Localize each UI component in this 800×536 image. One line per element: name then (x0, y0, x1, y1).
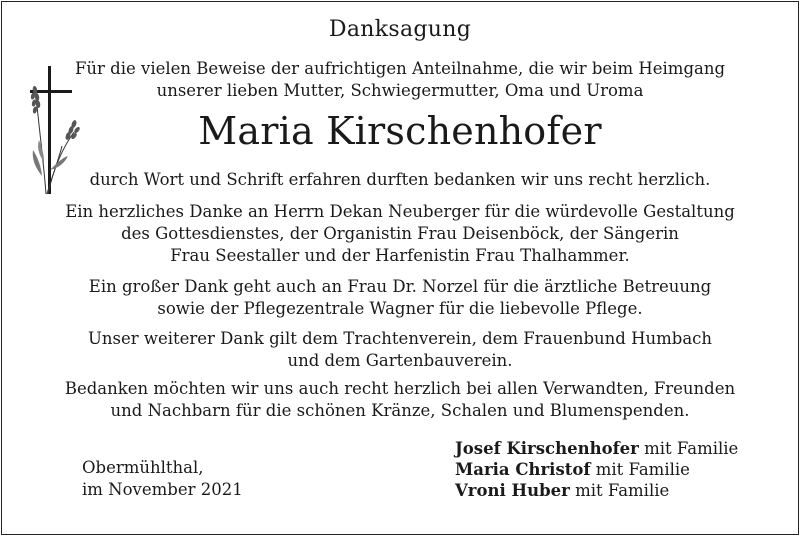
deceased-name: Maria Kirschenhofer (198, 109, 602, 153)
paragraph-line: Unser weiterer Dank gilt dem Trachtenverein, dem Frauenbund Humbach (87, 329, 713, 348)
signer-name: Vroni Huber (455, 481, 570, 500)
signer-suffix: mit Familie (569, 481, 670, 500)
paragraph-line: und Nachbarn für die schönen Kränze, Schalen und Blumenspenden. (110, 401, 690, 420)
paragraph-line: sowie der Pflegezentrale Wagner für die liebevolle Pflege. (157, 299, 643, 318)
date: im November 2021 (82, 480, 243, 499)
paragraph-line: Bedanken möchten wir uns auch recht herzlich bei allen Verwandten, Freunden (64, 379, 736, 398)
paragraph-relatives (40, 378, 760, 422)
paragraph-line: Frau Seestaller und der Harfenistin Frau Thalhammer. (170, 246, 630, 265)
place: Obermühlthal, (82, 458, 204, 477)
signers-list (455, 438, 738, 501)
intro-line: Für die vielen Beweise der aufrichtigen Anteilnahme, die wir beim Heimgang (74, 59, 726, 78)
intro-paragraph (40, 58, 760, 102)
paragraph-clergy (40, 201, 760, 267)
signer (455, 459, 738, 480)
place-and-date (82, 457, 243, 501)
paragraph-line: und dem Gartenbauverein. (287, 351, 513, 370)
notice-heading: Danksagung (328, 17, 472, 42)
signer-name: Maria Christof (455, 460, 591, 479)
signer-name: Josef Kirschenhofer (455, 439, 639, 458)
paragraph-line: Ein großer Dank geht auch an Frau Dr. Norzel für die ärztliche Betreuung (88, 277, 712, 296)
intro-line: unserer lieben Mutter, Schwiegermutter, Oma und Uroma (156, 81, 644, 100)
paragraph-care (40, 276, 760, 320)
paragraph-line: Ein herzliches Danke an Herrn Dekan Neuberger für die würdevolle Gestaltung (65, 202, 735, 221)
signer (455, 480, 738, 501)
signer (455, 438, 738, 459)
thanks-line (40, 169, 760, 191)
thanks-text: durch Wort und Schrift erfahren durften bedanken wir uns recht herzlich. (89, 170, 711, 189)
signer-suffix: mit Familie (638, 439, 739, 458)
signer-suffix: mit Familie (590, 460, 690, 479)
paragraph-line: des Gottesdienstes, der Organistin Frau Deisenböck, der Sängerin (121, 224, 679, 243)
paragraph-associations (40, 328, 760, 372)
